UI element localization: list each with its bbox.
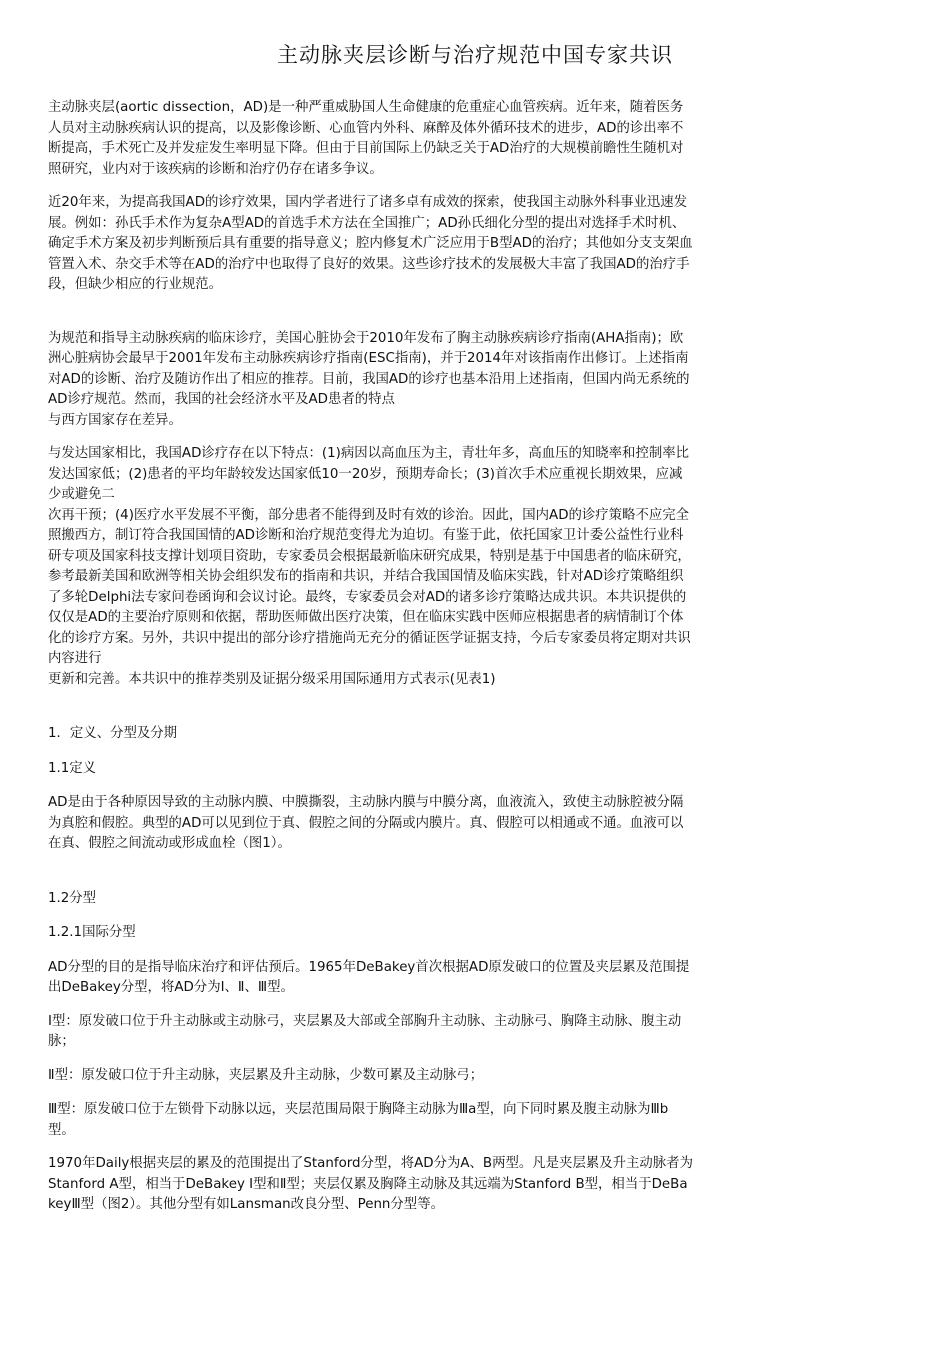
paragraph-characteristics: 与发达国家相比，我国AD诊疗存在以下特点：(1)病因以高血压为主，青壮年多，高血压的知晓率和控制率比发达国家低；(2)患者的平均年龄较发达国家低10一20岁，预期寿命长；(3)首次手术应重视长期效果，应减少或避免二 次再干预；(4)医疗水平发展不平衡，部分患者不能得到及时有效的诊治。因此，国内AD的诊疗策略不应完全照搬西方，制订符合我国国情的AD诊断和治疗规范变得尤为迫切。有鉴于此，依托国家卫计委公益性行业科研专项及国家科技支撑计划项目资助，专家委员会根据最新临床研究成果，特别是基于中国患者的临床研究，参考最新美国和欧洲等相关协会组织发布的指南和共识，并结合我国国情及临床实践，针对AD诊疗策略组织了多轮Delphi法专家问卷函询和会议讨论。最终，专家委员会对AD的诸多诊疗策略达成共识。本共识提供的仅仅是AD的主要治疗原则和依据，帮助医师做出医疗决策，但在临床实践中医师应根据患者的病情制订个体化的诊疗方案。另外，共识中提出的部分诊疗措施尚无充分的循证医学证据支持，今后专家委员将定期对共识内容进行 更新和完善。本共识中的推荐类别及证据分级采用国际通用方式表示(见表1) [48, 446, 691, 687]
heading-section-1-2-1: 1.2.1国际分型 [48, 925, 136, 940]
paragraph-type-2: Ⅱ型：原发破口位于升主动脉，夹层累及升主动脉，少数可累及主动脉弓； [48, 1067, 484, 1083]
heading-section-1-1: 1.1定义 [48, 760, 97, 776]
heading-section-1-2: 1.2分型 [48, 890, 97, 906]
document-title: 主动脉夹层诊断与治疗规范中国专家共识 [277, 43, 673, 67]
paragraph-guidelines: 为规范和指导主动脉疾病的临床诊疗，美国心脏协会于2010年发布了胸主动脉疾病诊疗指南(AHA指南)；欧洲心脏病协会最早于2001年发布主动脉疾病诊疗指南(ESC指南)，并于2014年对该指南作出修订。上述指南对AD的诊断、治疗及随访作出了相应的推荐。目前，我国AD的诊疗也基本沿用上述指南，但国内尚无系统的AD诊疗规范。然而，我国的社会经济水平及AD患者的特点 与西方国家存在差异。 [48, 330, 690, 428]
heading-section-1: 1．定义、分型及分期 [48, 726, 178, 741]
paragraph-type-1: Ⅰ型：原发破口位于升主动脉或主动脉弓，夹层累及大部或全部胸升主动脉、主动脉弓、胸降主动脉、腹主动脉； [48, 1013, 682, 1049]
paragraph-debakey: AD分型的目的是指导临床治疗和评估预后。1965年DeBakey首次根据AD原发破口的位置及夹层累及范围提出DeBakey分型，将AD分为Ⅰ、Ⅱ、Ⅲ型。 [48, 959, 690, 995]
paragraph-type-3: Ⅲ型：原发破口位于左锁骨下动脉以远，夹层范围局限于胸降主动脉为Ⅲa型，向下同时累及腹主动脉为Ⅲb型。 [48, 1102, 669, 1138]
paragraph-stanford: 1970年Daily根据夹层的累及的范围提出了Stanford分型，将AD分为A、B两型。凡是夹层累及升主动脉者为Stanford A型，相当于DeBakey Ⅰ型和Ⅱ型；夹层仅累及胸降主动脉及其远端为Stanford B型，相当于DeBakeyⅢ型（图2）。其他分型有如Lansman改良分型、Penn分型等。 [48, 1156, 693, 1212]
paragraph-domestic-progress: 近20年来，为提高我国AD的诊疗效果，国内学者进行了诸多卓有成效的探索，使我国主动脉外科事业迅速发展。例如：孙氏手术作为复杂A型AD的首选手术方法在全国推广；AD孙氏细化分型的提出对选择手术时机、确定手术方案及初步判断预后具有重要的指导意义；腔内修复术广泛应用于B型AD的治疗；其他如分支支架血管置入术、杂交手术等在AD的治疗中也取得了良好的效果。这些诊疗技术的发展极大丰富了我国AD的治疗手段，但缺少相应的行业规范。 [48, 195, 693, 292]
paragraph-intro: 主动脉夹层(aortic dissection，AD)是一种严重威胁国人生命健康的危重症心血管疾病。近年来，随着医务人员对主动脉疾病认识的提高，以及影像诊断、心血管内外科、麻醉及体外循环技术的进步，AD的诊出率不断提高，手术死亡及并发症发生率明显下降。但由于目前国际上仍缺乏关于AD治疗的大规模前瞻性生随机对照研究，业内对于该疾病的诊断和治疗仍存在诸多争议。 [48, 100, 684, 177]
document-body [48, 98, 693, 1216]
paragraph-definition: AD是由于各种原因导致的主动脉内膜、中膜撕裂，主动脉内膜与中膜分离，血液流入，致使主动脉腔被分隔为真腔和假腔。典型的AD可以见到位于真、假腔之间的分隔或内膜片。真、假腔可以相通或不通。血液可以在真、假腔之间流动或形成血栓（图1）。 [48, 795, 684, 851]
